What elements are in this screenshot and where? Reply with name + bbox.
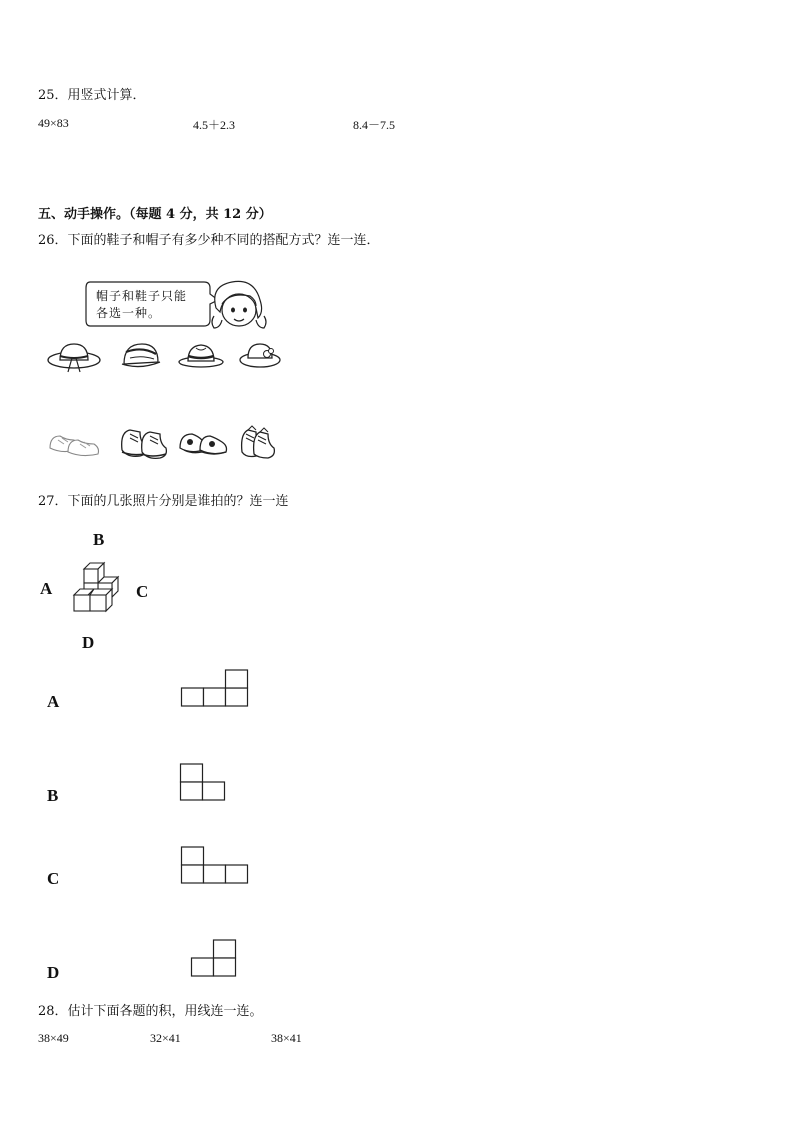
view-shape-a: [181, 669, 251, 709]
view-shape-c: [181, 846, 251, 886]
view-label-a: A: [47, 692, 60, 711]
q25-title: 25．用竖式计算．: [38, 88, 146, 103]
label-d-bottom: D: [82, 633, 95, 652]
q28-expr-2: 32×41: [150, 1031, 181, 1045]
label-c-right: C: [136, 582, 149, 601]
view-label-b: B: [47, 786, 59, 805]
flower-hat-icon: [238, 338, 282, 372]
boots-icon: [116, 424, 172, 460]
label-a-left: A: [40, 579, 53, 598]
view-label-d: D: [47, 963, 60, 982]
girl-icon: [208, 278, 270, 332]
q28-expr-1: 38×49: [38, 1031, 69, 1045]
cap-icon: [120, 338, 162, 372]
bubble-line-2: 各选一种。: [96, 306, 162, 320]
q27-title: 27．下面的几张照片分别是谁拍的？连一连: [38, 494, 289, 509]
fedora-hat-icon: [178, 340, 224, 370]
view-shape-b: [180, 763, 228, 803]
q25-expr-2: 4.5＋2.3: [193, 118, 236, 132]
sneakers-icon: [46, 426, 102, 458]
q25-expr-1: 49×83: [38, 116, 69, 130]
cube-arrangement: [70, 563, 122, 617]
q26-title: 26．下面的鞋子和帽子有多少种不同的搭配方式？连一连．: [38, 233, 380, 248]
q28-expr-3: 38×41: [271, 1031, 302, 1045]
q25-expr-3: 8.4－7.5: [353, 118, 396, 132]
running-shoes-icon: [176, 426, 230, 458]
bubble-line-1: 帽子和鞋子只能: [96, 289, 188, 303]
q28-title: 28．估计下面各题的积，用线连一连。: [38, 1004, 263, 1019]
high-top-shoes-icon: [236, 424, 280, 460]
sun-hat-icon: [46, 338, 102, 374]
view-shape-d: [191, 939, 239, 979]
view-label-c: C: [47, 869, 60, 888]
label-b-top: B: [93, 530, 105, 549]
section-five-heading: 五、动手操作。（每题 4 分，共 12 分）: [38, 207, 272, 222]
